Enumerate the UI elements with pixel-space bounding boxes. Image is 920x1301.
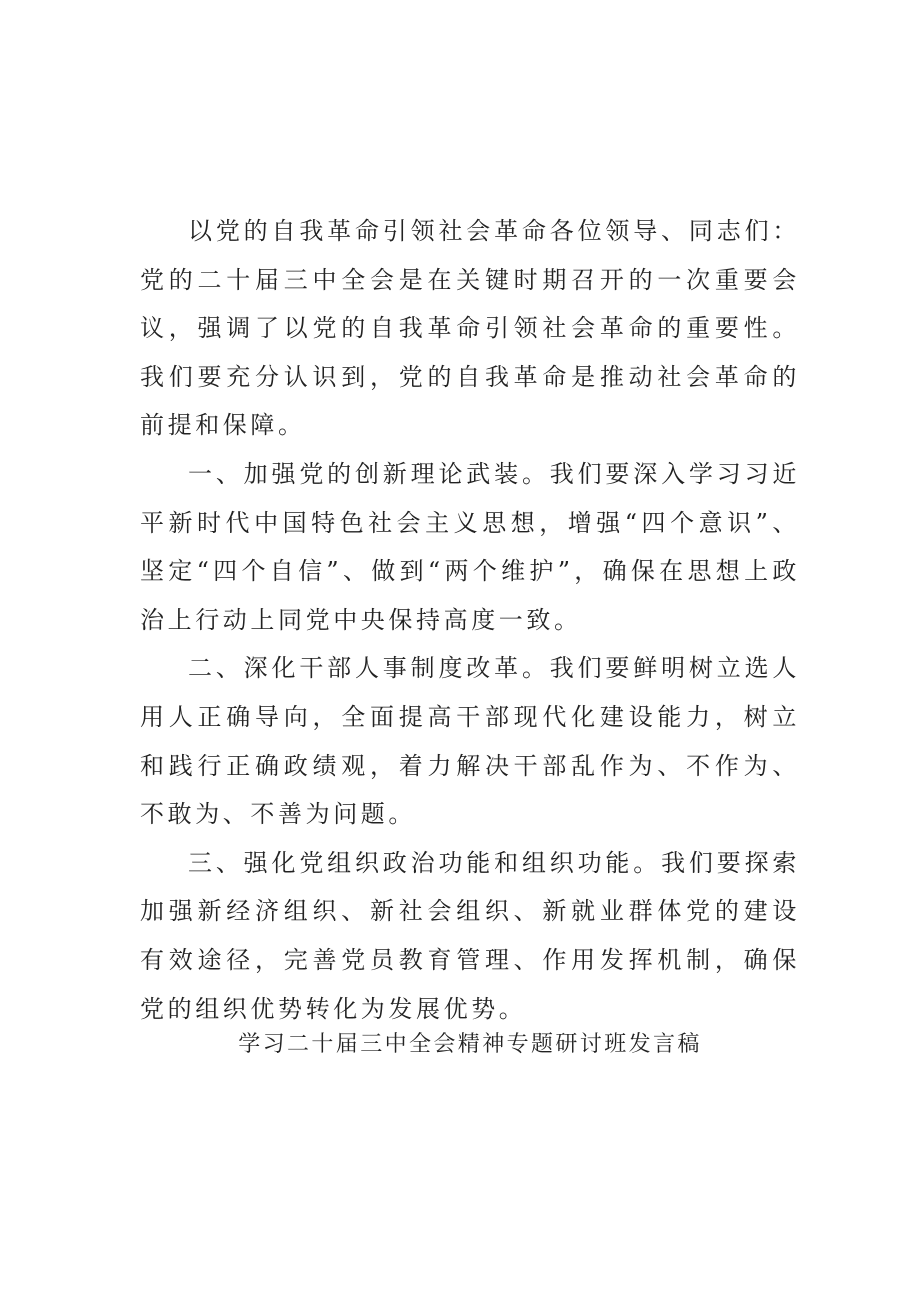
paragraph-point-three: 三、强化党组织政治功能和组织功能。我们要探索加强新经济组织、新社会组织、新就业群体党的建设有效途径，完善党员教育管理、作用发挥机制，确保党的组织优势转化为发展优势。 [140, 848, 800, 1023]
paragraph-point-one: 一、加强党的创新理论武装。我们要深入学习习近平新时代中国特色社会主义思想，增强“四个意识”、坚定“四个自信”、做到“两个维护”，确保在思想上政治上行动上同党中央保持高度一致。 [140, 459, 800, 634]
paragraph-point-two: 二、深化干部人事制度改革。我们要鲜明树立选人用人正确导向，全面提高干部现代化建设能力，树立和践行正确政绩观，着力解决干部乱作为、不作为、不敢为、不善为问题。 [140, 654, 800, 829]
paragraph-intro: 以党的自我革命引领社会革命各位领导、同志们：党的二十届三中全会是在关键时期召开的一次重要会议，强调了以党的自我革命引领社会革命的重要性。我们要充分认识到，党的自我革命是推动社会革命的前提和保障。 [140, 217, 800, 440]
footer-title: 学习二十届三中全会精神专题研讨班发言稿 [238, 1032, 702, 1057]
document-body [140, 207, 800, 1033]
